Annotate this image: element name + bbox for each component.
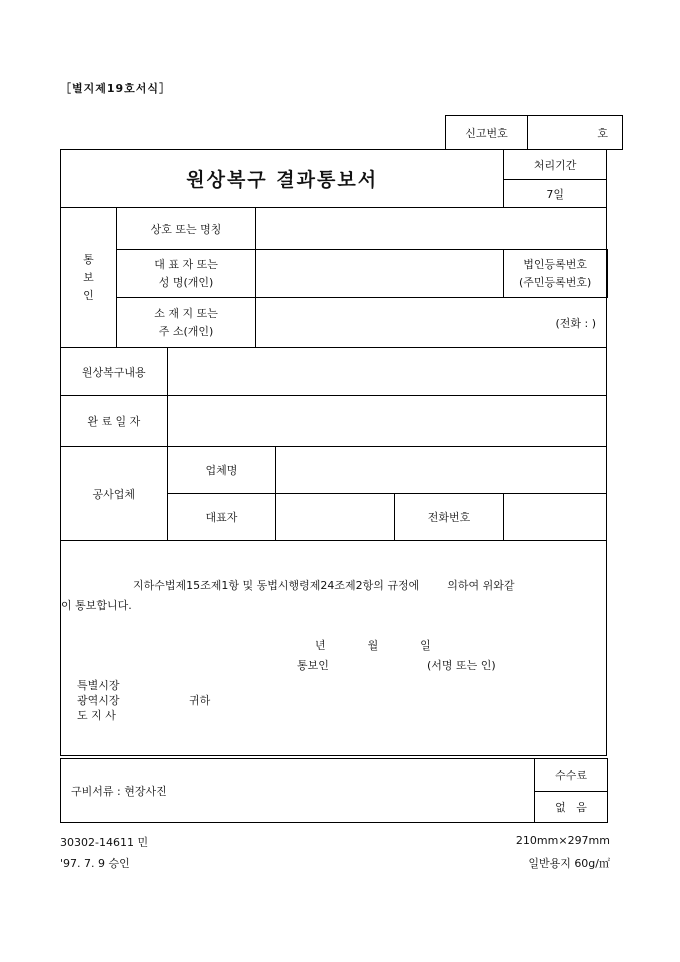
signature-field[interactable]: (서명 또는 인) [427, 659, 496, 672]
restoration-label: 원상복구내용 [61, 348, 168, 396]
contractor-label: 공사업체 [61, 447, 168, 541]
notifier-sign-label: 통보인 [297, 659, 329, 672]
form-number: ［별지제19호서식］ [60, 82, 172, 95]
statement-line-2: 이 통보합니다. [61, 599, 132, 612]
registration-field[interactable] [607, 250, 608, 298]
form-title: 원상복구 결과통보서 [61, 150, 504, 208]
contractor-rep-label: 대표자 [167, 494, 276, 541]
receipt-suffix[interactable]: 호 [528, 116, 623, 150]
receipt-box [445, 115, 623, 150]
restoration-field[interactable] [167, 348, 606, 396]
footer-code: 30302-14611 민 [60, 836, 149, 849]
fee-value: 없 음 [535, 792, 608, 823]
fee-label: 수수료 [535, 759, 608, 792]
registration-label: 법인등록번호 (주민등록번호) [504, 250, 607, 298]
receipt-label: 신고번호 [446, 116, 528, 150]
address-label: 소 재 지 또는 주 소(개인) [116, 298, 255, 348]
documents-fee-table [60, 758, 608, 823]
completion-date-field[interactable] [167, 396, 606, 447]
notifier-group-label: 통 보 인 [61, 208, 117, 348]
processing-label: 처리기간 [504, 150, 607, 180]
company-name-field[interactable] [256, 208, 607, 250]
recipient-1: 특별시장 [77, 679, 120, 692]
phone-text: (전화 : ) [555, 316, 596, 330]
contractor-company-field[interactable] [276, 447, 607, 494]
footer-paper-type: 일반용지 60g/㎡ [528, 857, 610, 870]
main-form-table [60, 149, 608, 756]
representative-field[interactable] [256, 250, 504, 298]
footer-paper-size: 210mm×297mm [515, 834, 610, 847]
completion-date-label: 완 료 일 자 [61, 396, 168, 447]
recipient-2: 광역시장 [77, 694, 120, 707]
address-field[interactable] [256, 298, 607, 348]
company-name-label: 상호 또는 명칭 [116, 208, 255, 250]
statement-block [61, 541, 607, 756]
honorific: 귀하 [189, 694, 211, 707]
recipient-3: 도 지 사 [77, 709, 116, 722]
processing-value: 7일 [504, 180, 607, 208]
statement-line-1: 지하수법제15조제1항 및 동법시행령제24조제2항의 규정에 의하여 위와같 [133, 579, 515, 592]
date-line[interactable]: 년 월 일 [315, 639, 431, 652]
footer-approved: '97. 7. 9 승인 [60, 857, 130, 870]
representative-label: 대 표 자 또는 성 명(개인) [116, 250, 255, 298]
contractor-phone-label: 전화번호 [394, 494, 504, 541]
required-documents: 구비서류 : 현장사진 [61, 759, 535, 823]
contractor-company-label: 업체명 [167, 447, 276, 494]
contractor-rep-field[interactable] [276, 494, 395, 541]
contractor-phone-field[interactable] [504, 494, 607, 541]
